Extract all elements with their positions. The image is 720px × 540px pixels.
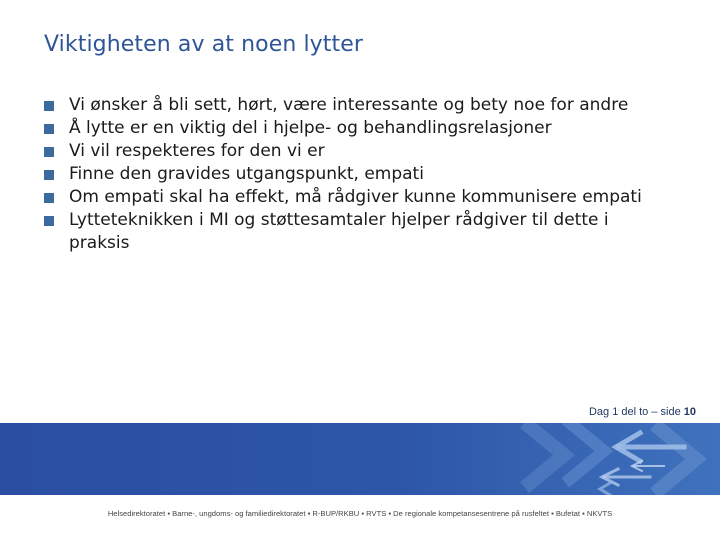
page-number: 10	[683, 406, 696, 418]
bullet-item	[44, 163, 664, 186]
square-bullet-icon	[44, 124, 54, 134]
footer-band	[0, 423, 720, 495]
bullet-item	[44, 209, 664, 255]
agencies-footer: Helsedirektoratet ▪ Barne-, ungdoms- og familiedirektoratet ▪ R-BUP/RKBU ▪ RVTS ▪ De regionale kompetansesentrene på rusfeltet ▪ Bufetat ▪ NKVTS	[107, 509, 613, 518]
bullet-list	[44, 94, 664, 255]
page-caption-text: Dag 1 del to – side	[588, 406, 684, 418]
slide-page-caption	[589, 406, 696, 418]
arrow-decoration-icon	[0, 423, 720, 495]
slide-title: Viktigheten av at noen lytter	[44, 32, 364, 57]
bullet-item	[44, 117, 664, 140]
bullet-text: Lytteteknikken i MI og støttesamtaler hjelper rådgiver til dette i praksis	[69, 210, 609, 253]
bullet-item	[44, 140, 664, 163]
square-bullet-icon	[44, 193, 54, 203]
square-bullet-icon	[44, 216, 54, 226]
bullet-text: Vi vil respekteres for den vi er	[69, 141, 325, 161]
bullet-item	[44, 94, 664, 117]
square-bullet-icon	[44, 101, 54, 111]
bullet-text: Finne den gravides utgangspunkt, empati	[69, 164, 424, 184]
square-bullet-icon	[44, 147, 54, 157]
bullet-text: Vi ønsker å bli sett, hørt, være interessante og bety noe for andre	[69, 95, 629, 115]
square-bullet-icon	[44, 170, 54, 180]
bullet-text: Om empati skal ha effekt, må rådgiver kunne kommunisere empati	[69, 187, 642, 207]
bullet-item	[44, 186, 664, 209]
bullet-text: Å lytte er en viktig del i hjelpe- og behandlingsrelasjoner	[69, 118, 552, 138]
